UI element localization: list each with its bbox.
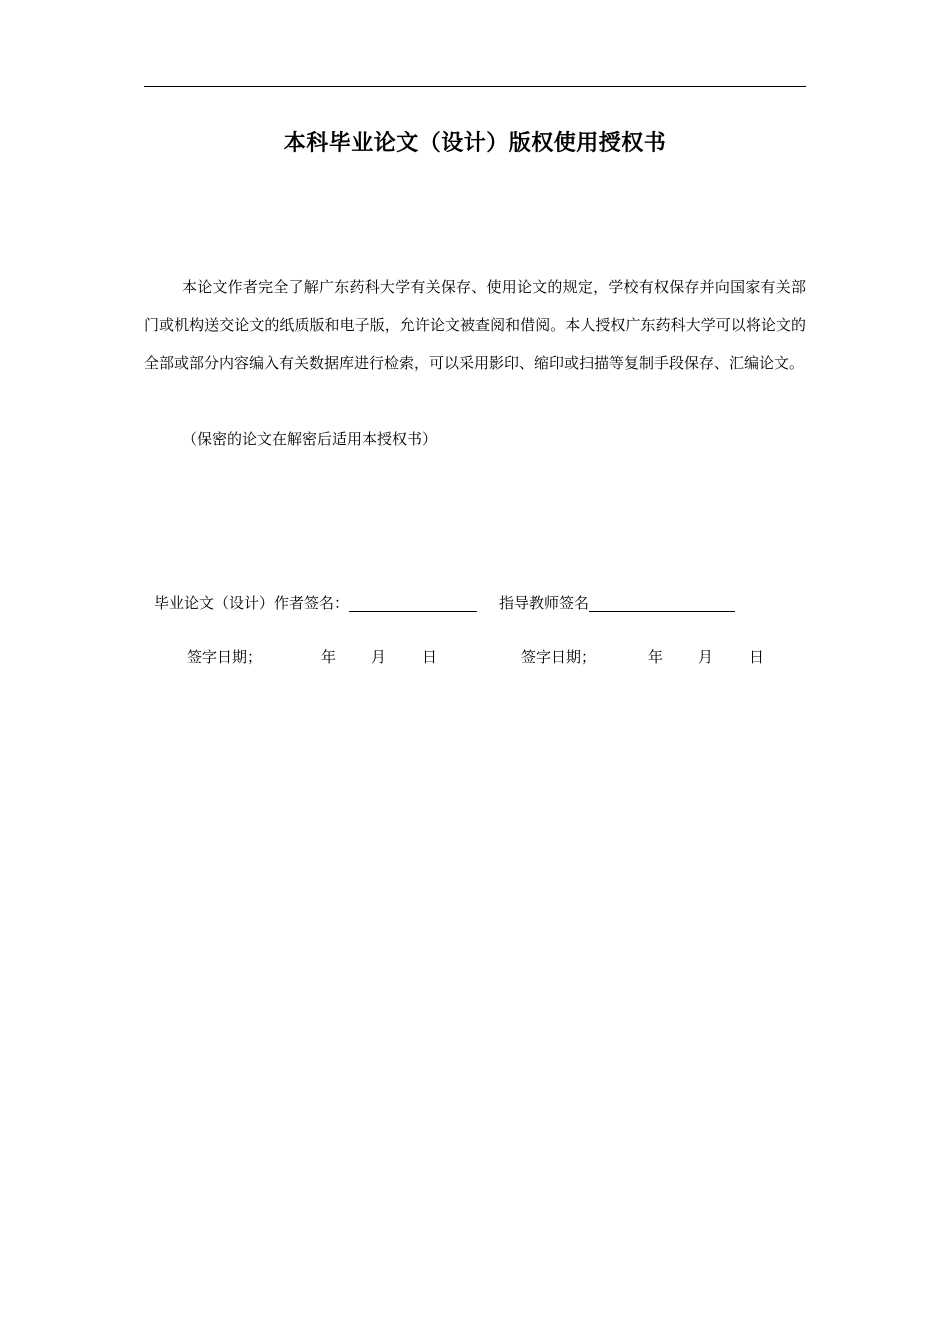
advisor-date-year: 年 [648,648,664,666]
advisor-signature-label: 指导教师签名 [499,594,590,612]
document-title: 本科毕业论文（设计）版权使用授权书 [283,131,667,156]
author-date-day: 日 [422,648,438,666]
author-date-month: 月 [371,648,387,666]
advisor-date-month: 月 [698,648,714,666]
authorization-paragraph: 本论文作者完全了解广东药科大学有关保存、使用论文的规定，学校有权保存并向国家有关部门或机构送交论文的纸质版和电子版，允许论文被查阅和借阅。本人授权广东药科大学可以将论文的全部或部分内容编入有关数据库进行检索，可以采用影印、缩印或扫描等复制手段保存、汇编论文。 [144,278,806,372]
advisor-date-label: 签字日期； [521,648,597,666]
author-signature-label: 毕业论文（设计）作者签名： [154,594,350,612]
signature-row [154,588,804,618]
author-date-label: 签字日期； [187,648,263,666]
advisor-date-day: 日 [749,648,765,666]
author-date-year: 年 [321,648,337,666]
author-signature-line [349,591,477,612]
confidential-note: （保密的论文在解密后适用本授权书） [182,430,438,448]
header-rule [144,86,806,87]
advisor-signature-line [589,591,735,612]
